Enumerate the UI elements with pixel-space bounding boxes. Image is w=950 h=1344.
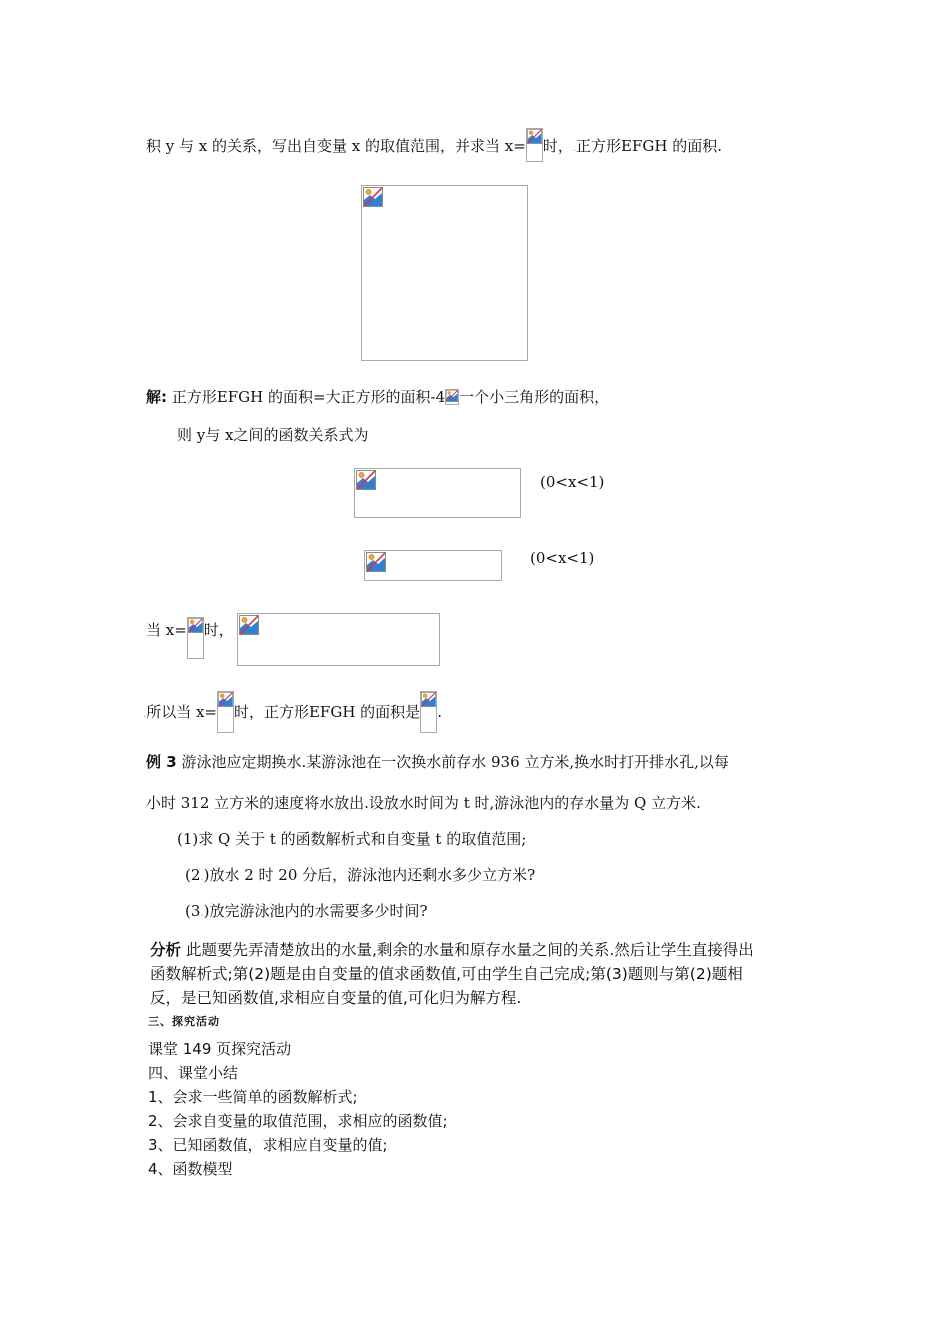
relation-intro: 则 y与 x之间的函数关系式为 <box>177 426 369 444</box>
broken-image-icon <box>420 691 437 733</box>
problem-text-3: 正方形EFGH 的面积. <box>576 137 722 155</box>
analysis-line-2: 函数解析式;第(2)题是由自变量的值求函数值,可由学生自己完成;第(3)题则与第(2)题相 <box>150 965 743 983</box>
broken-image-icon <box>356 470 376 490</box>
summary-item-4: 4、函数模型 <box>148 1160 233 1178</box>
figure-image-placeholder <box>361 185 528 361</box>
section3-item: 课堂 149 页探究活动 <box>148 1040 292 1058</box>
question-3-text: )放完游泳池内的水需要多少时间? <box>203 902 428 920</box>
broken-image-icon <box>445 389 459 405</box>
question-3-number: (3 <box>185 902 201 920</box>
section4-heading: 四、课堂小结 <box>148 1064 239 1082</box>
format-mark: . <box>572 143 577 154</box>
summary-item-2: 2、会求自变量的取值范围，求相应的函数值; <box>148 1112 448 1130</box>
question-2-text: )放水 2 时 20 分后，游泳池内还剩水多少立方米? <box>203 866 536 884</box>
example3-question-1: (1)求 Q 关于 t 的函数解析式和自变量 t 的取值范围; <box>177 830 527 848</box>
formula-image-placeholder-1 <box>354 468 521 518</box>
broken-image-icon <box>239 615 259 635</box>
when-suffix: 时， <box>203 621 234 639</box>
solution-text-1: 正方形EFGH 的面积=大正方形的面积-4 <box>167 388 446 406</box>
format-mark: . <box>200 908 204 919</box>
section3-heading: 三、探究活动 <box>148 1015 220 1028</box>
solution-line <box>146 387 609 407</box>
analysis-label: 分析 <box>150 941 182 959</box>
summary-item-3: 3、已知函数值，求相应自变量的值; <box>148 1136 388 1154</box>
example3-question-3 <box>185 901 428 924</box>
problem-text-2: 时， <box>542 137 573 155</box>
conclusion-mid: 时，正方形EFGH 的面积是 <box>233 703 421 721</box>
solution-text-2: 一个小三角形的面积， <box>459 388 610 406</box>
example3-question-2 <box>185 865 535 888</box>
conclusion-prefix: 所以当 x= <box>146 703 217 721</box>
example3-line-1 <box>146 752 729 772</box>
broken-image-icon <box>526 128 543 162</box>
when-prefix: 当 x= <box>146 621 187 639</box>
summary-item-1: 1、会求一些简单的函数解析式; <box>148 1088 358 1106</box>
broken-image-icon <box>187 617 204 659</box>
domain-text-2: (0<x<1) <box>530 549 595 567</box>
broken-image-icon <box>217 691 234 733</box>
problem-text-1: 积 y 与 x 的关系，写出自变量 x 的取值范围，并求当 x= <box>146 137 526 155</box>
broken-image-icon <box>366 552 386 572</box>
question-2-number: (2 <box>185 866 201 884</box>
formula-image-placeholder-3 <box>237 613 440 666</box>
analysis-line-1 <box>150 939 754 961</box>
solution-label: 解: <box>146 388 167 406</box>
formula-image-placeholder-2 <box>364 550 502 581</box>
analysis-text-1: 此题要先弄清楚放出的水量,剩余的水量和原存水量之间的关系.然后让学生直接得出 <box>181 941 754 959</box>
conclusion-end: . <box>437 703 442 721</box>
domain-text-1: (0<x<1) <box>540 473 605 491</box>
format-mark: . <box>143 709 147 720</box>
problem-statement-line <box>146 136 722 162</box>
example3-line-2: 小时 312 立方米的速度将水放出.设放水时间为 t 时,游泳池内的存水量为 Q 立方米. <box>146 794 701 812</box>
example3-text-1: 游泳池应定期换水.某游泳池在一次换水前存水 936 立方米,换水时打开排水孔,以每 <box>176 753 729 771</box>
analysis-line-3: 反，是已知函数值,求相应自变量的值,可化归为解方程. <box>150 989 522 1007</box>
when-line <box>146 620 234 659</box>
format-mark: . <box>200 872 204 883</box>
example3-label: 例 3 <box>146 753 177 771</box>
conclusion-line <box>143 702 442 733</box>
broken-image-icon <box>363 187 383 207</box>
